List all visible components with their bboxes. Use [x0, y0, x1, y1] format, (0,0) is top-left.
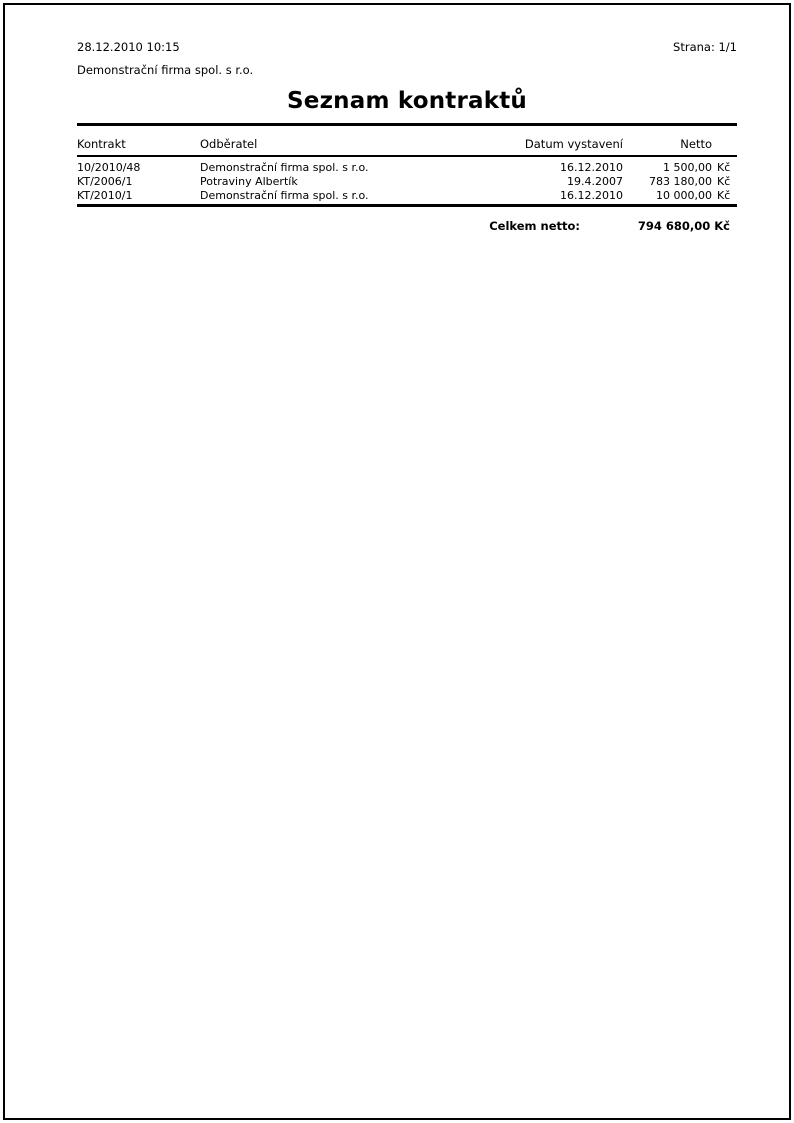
- table-row: [77, 175, 737, 189]
- cell-odberatel: Demonstrační firma spol. s r.o.: [200, 161, 369, 174]
- cell-currency: Kč: [717, 175, 731, 188]
- total-row: [77, 219, 737, 234]
- cell-kontrakt: KT/2006/1: [77, 175, 133, 188]
- total-value: 794 680,00 Kč: [637, 219, 730, 233]
- report-title: Seznam kontraktů: [287, 88, 527, 114]
- column-header-currency-spacer: [712, 125, 737, 157]
- column-header-kontrakt: Kontrakt: [77, 125, 200, 157]
- table-row: [77, 189, 737, 206]
- contracts-table: [77, 123, 737, 207]
- cell-netto: 783 180,00: [649, 175, 712, 188]
- report-meta-row: [77, 40, 737, 54]
- page-number: Strana: 1/1: [673, 40, 737, 54]
- total-label: Celkem netto:: [489, 219, 580, 233]
- print-datetime: 28.12.2010 10:15: [77, 40, 180, 54]
- cell-odberatel: Potraviny Albertík: [200, 175, 298, 188]
- column-header-datum: Datum vystavení: [452, 125, 623, 157]
- company-name: Demonstrační firma spol. s r.o.: [77, 63, 254, 77]
- cell-kontrakt: 10/2010/48: [77, 161, 141, 174]
- cell-odberatel: Demonstrační firma spol. s r.o.: [200, 189, 452, 206]
- cell-datum: 16.12.2010: [560, 161, 623, 174]
- cell-datum: 16.12.2010: [452, 189, 623, 206]
- cell-currency: Kč: [717, 161, 731, 174]
- report-content: [77, 40, 737, 234]
- column-header-netto: Netto: [623, 125, 712, 157]
- contracts-table-header: [77, 125, 737, 157]
- cell-kontrakt: KT/2010/1: [77, 189, 200, 206]
- table-row: [77, 156, 737, 175]
- column-header-odberatel: Odběratel: [200, 125, 452, 157]
- cell-netto: 1 500,00: [663, 161, 712, 174]
- cell-netto: 10 000,00: [623, 189, 712, 206]
- cell-currency: Kč: [712, 189, 737, 206]
- cell-datum: 19.4.2007: [567, 175, 623, 188]
